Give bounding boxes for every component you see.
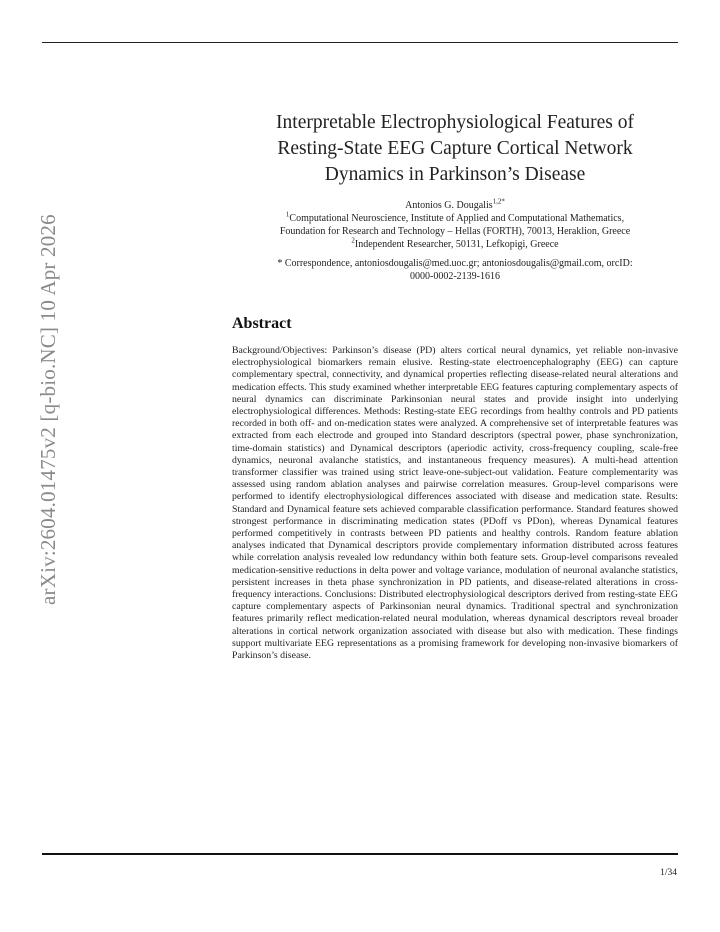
abstract-body: Background/Objectives: Parkinson’s disease (PD) alters cortical neural dynamics, yet reliable non-invasive electrophysiological biomarkers remain elusive. Resting-state electroencephalography (EEG) can capture complementary spectral, connectivity, and dynamical properties reflecting disease-related neural alterations and medication effects. This study examined whether interpretable EEG features capturing complementary aspects of neural dynamics can discriminate Parkinsonian neural states and provide insight into underlying electrophysiological differences. Methods: Resting-state EEG recordings from healthy controls and PD patients recorded in both off- and on-medication states were analyzed. A comprehensive set of interpretable features was extracted from each electrode and grouped into Standard descriptors (spectral power, phase synchronization, time-domain statistics) and Dynamical descriptors (aperiodic activity, cross-frequency coupling, scale-free dynamics, neuronal avalanche statistics, and instantaneous frequency measures). A multi-head attention transformer classifier was trained using strict leave-one-subject-out validation. Feature complementarity was assessed using random ablation analyses and pairwise correlation measures. Group-level comparisons were performed to identify electrophysiological differences associated with disease and medication state. Results: Standard and Dynamical feature sets achieved comparable classification performance. Standard features showed strongest performance in discriminating medication states (PDoff vs PDon), whereas Dynamical features performed competitively in contrasts between PD patients and healthy controls. Random feature ablation analyses indicated that Dynamical descriptors provide complementary information distributed across features while correlation analysis revealed low redundancy within both feature sets. Group-level comparisons revealed medication-sensitive reductions in delta power and voltage variance, modulation of neuronal avalanche statistics, persistent increases in theta phase synchronization in PD patients, and disease-related alterations in cross-frequency interactions. Conclusions: Distributed electrophysiological descriptors derived from resting-state EEG capture complementary aspects of Parkinsonian neural dynamics. Traditional spectral and synchronization features primarily reflect medication-related neural modulation, whereas dynamical descriptors reveal broader alterations in cortical network organization associated with disease but also with medication. These findings support multivariate EEG representations as a promising framework for developing non-invasive biomarkers of Parkinson’s disease. (232, 345, 678, 662)
header-rule (42, 42, 678, 43)
correspondence (232, 257, 678, 283)
author-marks: 1,2* (492, 197, 505, 206)
affiliation-mark: 1 (285, 210, 290, 219)
arxiv-identifier: arXiv:2604.01475v2 [q-bio.NC] 10 Apr 2026 (36, 214, 60, 605)
affiliation-mark: 2 (351, 236, 355, 245)
orcid-line: 0000-0002-2139-1616 (410, 271, 500, 282)
author-block (232, 199, 678, 251)
title-line: Resting-State EEG Capture Cortical Network (277, 138, 633, 159)
paper-title (232, 110, 678, 188)
affiliation-text: Computational Neuroscience, Institute of Applied and Computational Mathematics, (289, 213, 625, 224)
correspondence-line: * Correspondence, antoniosdougalis@med.uoc.gr; antoniosdougalis@gmail.com, orcID: (277, 258, 633, 269)
page-number: 1/34 (660, 868, 677, 878)
footer-rule (42, 853, 678, 855)
affiliation-line (232, 238, 678, 251)
affiliation-line (232, 212, 678, 225)
title-line: Dynamics in Parkinson’s Disease (324, 164, 586, 185)
author-name: Antonios G. Dougalis (405, 200, 493, 211)
affiliation-line: Foundation for Research and Technology – Hellas (FORTH), 70013, Heraklion, Greece (279, 226, 631, 237)
abstract-heading: Abstract (232, 315, 292, 332)
author-name-line (232, 199, 678, 212)
affiliation-text: Independent Researcher, 50131, Lefkopigi, Greece (354, 239, 559, 250)
title-line: Interpretable Electrophysiological Features of (276, 112, 634, 133)
